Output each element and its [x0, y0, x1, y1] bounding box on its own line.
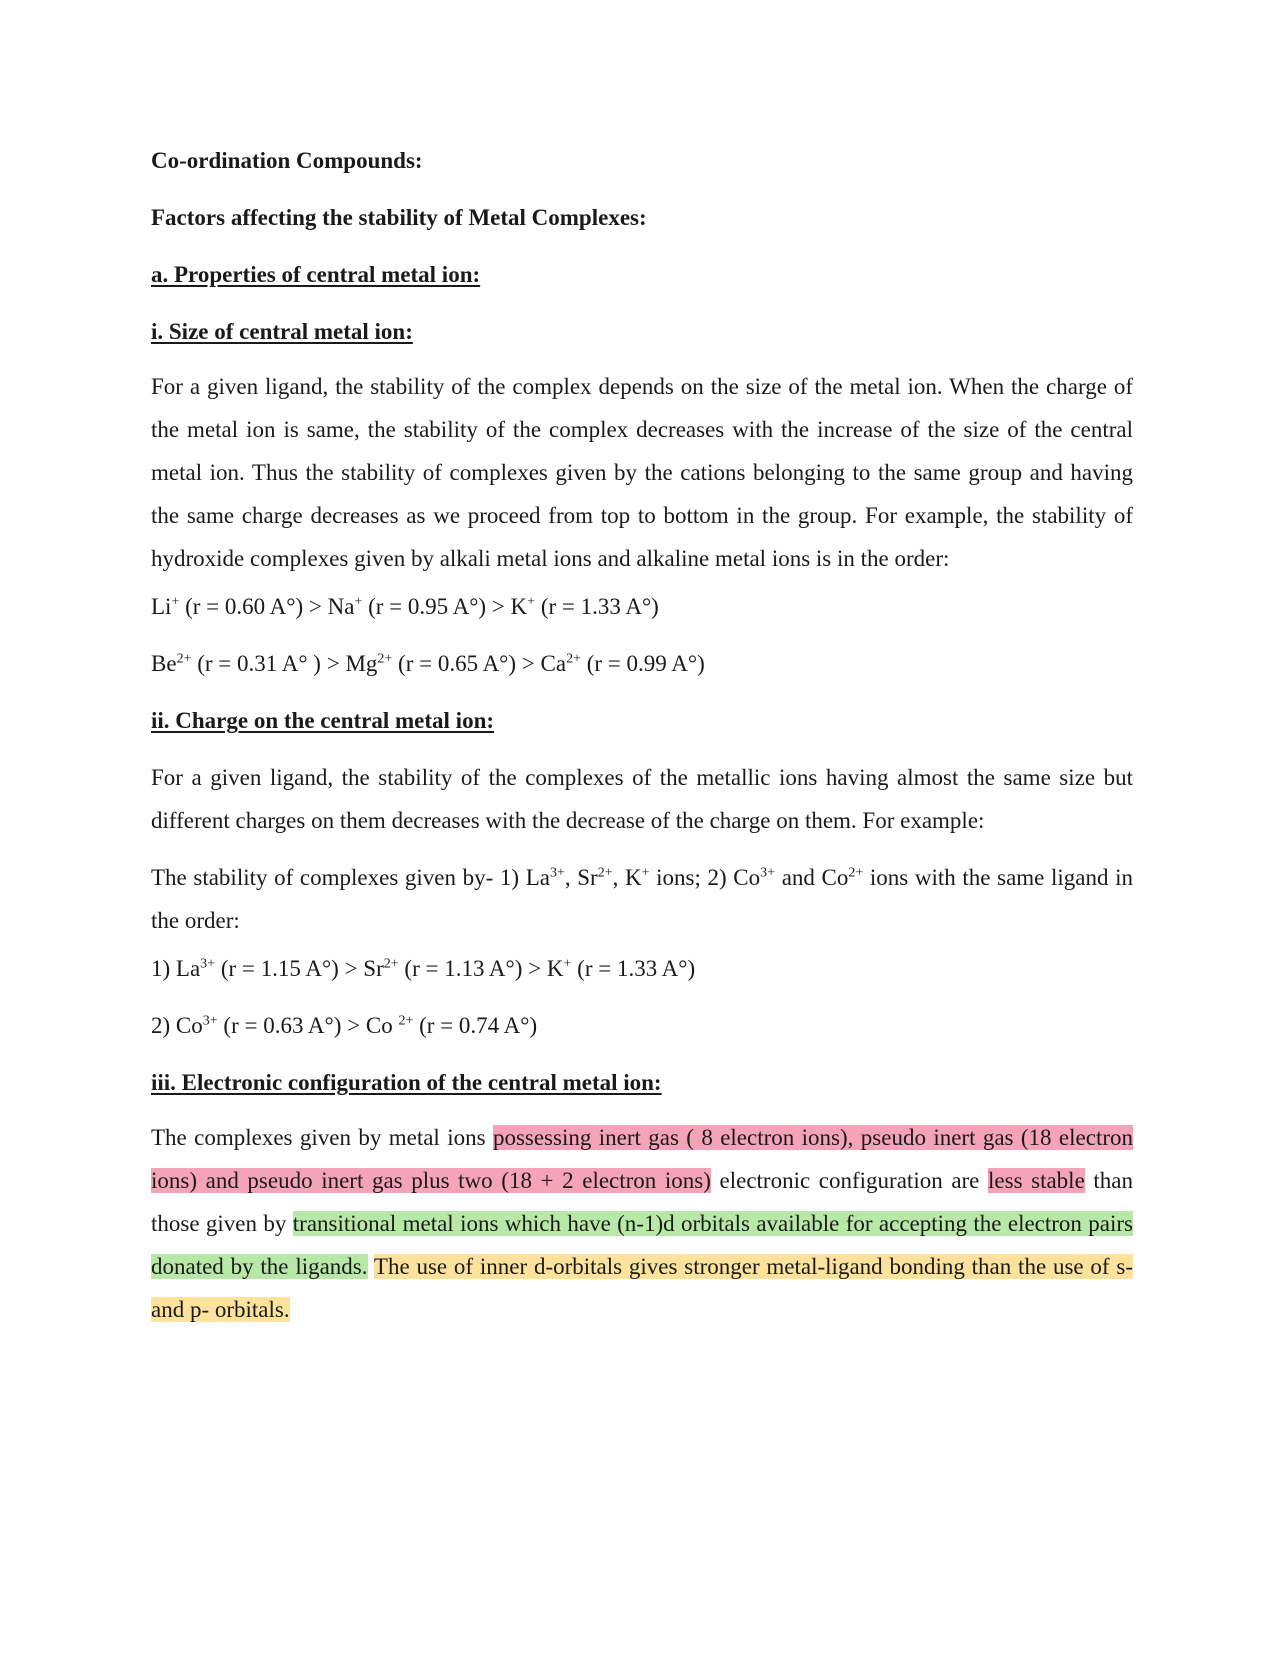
order-co [151, 1011, 1133, 1041]
section-a-heading: a. Properties of central metal ion: [151, 262, 481, 287]
ion-label: Sr [363, 956, 384, 981]
ion-radius: (r = 1.33 A°) [571, 956, 696, 981]
text-run: and Co [775, 865, 849, 890]
ion-radius: (r = 0.99 A°) [580, 651, 705, 676]
charge-paragraph: For a given ligand, the stability of the complexes of the metallic ions having almost the same size but different charges on them decreases with the decrease of the charge on them. For example: [151, 765, 1133, 833]
section-heading: Factors affecting the stability of Metal Complexes: [151, 205, 647, 230]
ion-charge: 3+ [760, 865, 776, 881]
ion-charge: 3+ [549, 865, 565, 881]
text-run: electronic configuration are [710, 1168, 989, 1193]
subsection-iii-heading: iii. Electronic configuration of the central metal ion: [151, 1070, 662, 1095]
ion-charge: + [354, 594, 363, 610]
document-content [151, 146, 1133, 1331]
ion-label: Ca [540, 651, 567, 676]
charge-example-paragraph [151, 856, 1133, 942]
order-alkali-metals [151, 592, 1133, 622]
order-la-sr-k [151, 954, 1133, 984]
ion-label: K [546, 956, 564, 981]
ion-charge: 2+ [398, 1013, 414, 1029]
ion-charge: 2+ [383, 956, 399, 972]
ion-label: 2) Co [151, 1013, 203, 1038]
highlight-yellow: The use of inner d-orbitals gives stronger metal-ligand bonding than the use of s- and p- orbitals. [151, 1254, 1133, 1322]
ion-radius: (r = 0.31 A° ) > [191, 651, 346, 676]
ion-label: K [510, 594, 528, 619]
text-run: , Sr [564, 865, 598, 890]
text-run: The stability of complexes given by- 1) La [151, 865, 550, 890]
subsection-i-heading: i. Size of central metal ion: [151, 319, 413, 344]
ion-label: 1) La [151, 956, 201, 981]
ion-charge: 2+ [176, 651, 192, 667]
text-run: , K [612, 865, 642, 890]
ion-charge: + [563, 956, 572, 972]
highlight-pink: possessing inert gas ( 8 electron ions), pseudo inert gas (18 electron ions) and pseudo inert gas plus two (18 + 2 electron ions) [151, 1125, 1133, 1193]
text-run: ions; 2) Co [649, 865, 761, 890]
ion-radius: (r = 0.65 A°) > [392, 651, 541, 676]
highlight-green: transitional metal ions which have (n-1)d orbitals available for accepting the electron pairs donated by the ligands. [151, 1211, 1133, 1279]
document-title: Co-ordination Compounds: [151, 148, 423, 173]
ion-charge: 3+ [200, 956, 216, 972]
ion-charge: 2+ [377, 651, 393, 667]
ion-radius: (r = 1.13 A°) > [398, 956, 547, 981]
ion-charge: 2+ [848, 865, 864, 881]
electronic-configuration-paragraph [151, 1116, 1133, 1331]
subsection-ii-heading: ii. Charge on the central metal ion: [151, 708, 495, 733]
ion-charge: + [527, 594, 536, 610]
ion-charge: 2+ [566, 651, 581, 667]
ion-radius: (r = 0.60 A°) > [179, 594, 328, 619]
ion-radius: (r = 1.15 A°) > [215, 956, 364, 981]
ion-radius: (r = 0.74 A°) [413, 1013, 538, 1038]
text-run [368, 1254, 374, 1279]
text-run: ions with the same ligand in the order: [151, 865, 1134, 933]
ion-label: Mg [345, 651, 378, 676]
ion-label: Na [327, 594, 355, 619]
ion-charge: + [641, 865, 650, 881]
ion-radius: (r = 1.33 A°) [535, 594, 659, 619]
ion-charge: 2+ [597, 865, 613, 881]
size-paragraph: For a given ligand, the stability of the complex depends on the size of the metal ion. When the charge of the metal ion is same, the stability of the complex decreases with the increase of the size of the central metal ion. Thus the stability of complexes given by the cations belonging to the same group and having the same charge decreases as we proceed from top to bottom in the group. For example, the stability of hydroxide complexes given by alkali metal ions and alkaline metal ions is in the order: [151, 374, 1133, 571]
ion-radius: (r = 0.63 A°) > Co [217, 1013, 399, 1038]
ion-label: Be [151, 651, 177, 676]
ion-charge: 3+ [202, 1013, 218, 1029]
ion-label: Li [151, 594, 172, 619]
text-run: The complexes given by metal ions [151, 1125, 493, 1150]
highlight-pink: less stable [988, 1168, 1085, 1193]
text-run: than those given by [151, 1168, 1133, 1236]
ion-charge: + [171, 594, 180, 610]
ion-radius: (r = 0.95 A°) > [362, 594, 511, 619]
order-alkaline-earth-metals [151, 649, 1133, 679]
